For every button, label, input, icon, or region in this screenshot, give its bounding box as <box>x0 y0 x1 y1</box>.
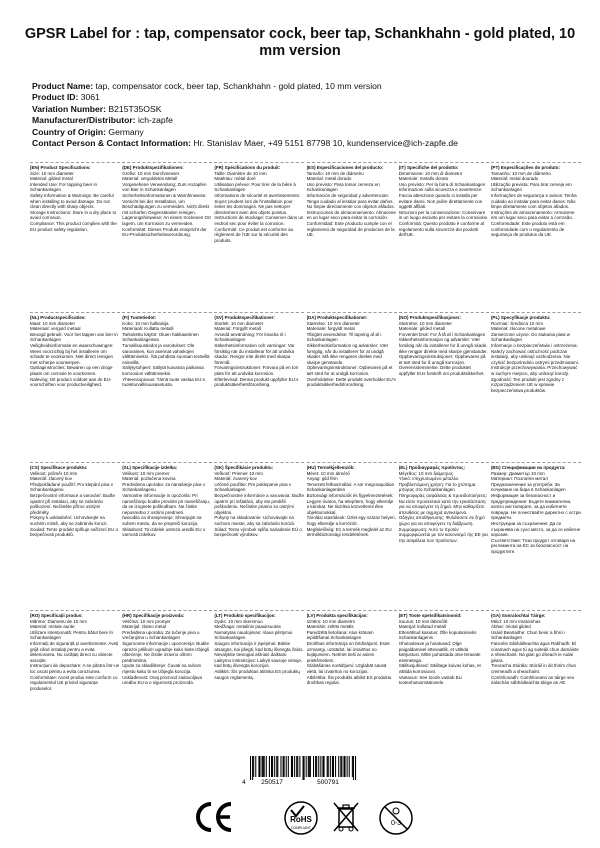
spec-heading: (RO) Specificații produs: <box>30 613 83 618</box>
spec-heading: (HU) Termékjellemzők: <box>306 465 355 470</box>
spec-heading: (HR) Specifikacije proizvoda: <box>122 613 185 618</box>
barcode-bar <box>297 756 298 777</box>
spec-block <box>122 610 212 756</box>
barcode-bar <box>310 756 311 777</box>
info-value: ich-zapfe <box>138 115 173 126</box>
spec-block <box>491 162 581 308</box>
barcode-bar <box>258 756 259 777</box>
spec-block <box>214 610 304 756</box>
spec-text: Dydis: 10 mm skersmuo Medžiaga: metalinis paauksuotas Numatytas naudojimas: Alaus pilstymui Schankanlagen Saugos informacija ir įspėjimai: Būkite atsargūs, kai įdiegti, kad būtų išvengta žalos. Nevalykite tiesiogiai aštriais daiktais. Laikymo instrukcijos: Laikyti sausoje vietoje, kad būtų išvengta korozijos. Atitiktis: Šis produktas atitinka ES produktų saugos reglamentą. <box>214 618 304 680</box>
spec-block <box>399 162 489 308</box>
page-title: GPSR Label for : tap, compensator cock, beer tap, Schankhahn - gold plated, 10 mm version <box>24 26 576 59</box>
barcode-bar <box>316 756 317 777</box>
info-value: 3061 <box>80 92 100 103</box>
barcode-bar <box>355 756 356 780</box>
spec-block <box>122 162 212 308</box>
weee-disposal-icon <box>332 800 360 834</box>
spec-heading: (ET) Toote spetsifikatsioonid: <box>398 613 462 618</box>
info-line <box>32 115 592 126</box>
age-warning-icon <box>378 800 414 836</box>
barcode-bar <box>291 756 292 777</box>
spec-block <box>307 312 397 458</box>
spec-block <box>30 462 120 608</box>
spec-text: Velikost: 10 mm premer Material: pozlačena kovina Predvidena uporaba: za nanašanje piva v Schankanlagenu Varnostne informacije in opozorila: Pri nameščanju bodite previdni pri nameščanju, da se izognete poškodbam. Ne čistite neposredno z ostrimi predmeti. Navodila za shranjevanje: Shranjujte na suhem mestu, da se prepreči korozija. Skladnost: Ta izdelek ustreza uredbi EU o varnosti izdelkov. <box>122 470 210 538</box>
spec-heading: (LT) Produkto specifikacijos: <box>214 613 276 618</box>
info-value: B215T35OSK <box>108 103 162 114</box>
spec-heading: (FR) Spécifications du produit: <box>214 165 281 170</box>
rohs-compliant-icon <box>282 800 320 836</box>
spec-text: Størrelse: 10 mm diameter Materiale: forgyldt metal Tilsigtet anvendelse: Til tapning af øl i Schankanlagen Sikkerhedsinformation og advarsler: Vær forsigtig, når du installerer for at undgå skader. Må ikke rengøres direkte med skarpe genstande. Opbevaringsinstruktioner: Opbevares på et tørt sted for at undgå korrosion. Overholdelse: Dette produkt overholder EU's produktsikkerhedsforordning. <box>306 320 396 388</box>
barcode-bar <box>263 756 264 777</box>
spec-text: Størrelse: 10 mm diameter Materiale: gilded metall Forventet bruk: For å tå øl i Schankanlagen Sikkerhetsinformasjon og advarsler: Vær forsiktig når du installerer for å unngå skade. Ikke rengjør direkte med skarpe gjenstander. Oppbevaringsinstruksjoner: Oppbevares på et tørt sted for å unngå korrosjon. Overensstemmelse: Dette produktet oppfyller EUs forskrift om produktsikkerhet. <box>398 320 488 376</box>
barcode-bar <box>347 756 348 777</box>
spec-text: Größe: 10 mm Durchmesser Material: vergoldetes Metall Vorgesehene Verwendung: Zum Anzapfen von Bier in Schankanlagen Sicherheitsinformationen & Warnhinweise: Vorsicht bei der Installation, um Beschädigungen zu vermeiden. Nicht direkt mit scharfen Gegenständen reinigen. Lagerungshinweise: An einem trockenen Ort lagern, um Korrosion zu vermeiden. Konformität: Dieses Produkt entspricht der EU-Produktsicherheitsverordnung. <box>122 170 211 238</box>
barcode-bar <box>296 756 297 777</box>
barcode-bar <box>340 756 341 777</box>
spec-block <box>30 162 120 308</box>
spec-text: Suurus: 10 mm läbimõõt Materjal: kullatud metall Ettenähtud kasutus: Õlle koputamiseks Schankanlagenis Ohutusteave ja hoiatused: Olge paigaldamisel ettevaatlik, et vältida kahjustusi. Mitte puhastada otse teravate esemetega. Säilitusjuhised: Säilitage kuivas kohas, et vältida korrosiooni. Vastavus: See toode vastab ELi tooteohutusmäärusele. <box>398 618 481 686</box>
barcode-bar <box>277 756 278 777</box>
spec-heading: (LV) Produkta specifikācijas: <box>306 613 368 618</box>
barcode-bar <box>284 756 285 777</box>
spec-block <box>30 312 120 458</box>
spec-text: Koko: 10 mm halkaisija Materiaali: Kullattu metalli Tarkoitettu käyttö: Oluen hakkaaminen Schankanlageissa Turvallisuustiedot ja varoitukset: Ole varovainen, kun asennat vahinkojen välttämiseksi. Älä puhdista suoraan terävillä esineillä. Säilytysohjeet: Säilytä kuivassa paikassa korroosion välttämiseksi. Yhteensopivuus: Tämä tuote vastaa EU:n tuoteturvallisuusasetusta. <box>122 320 210 388</box>
spec-heading: (EN) Product Specifications: <box>30 165 91 170</box>
barcode-bar <box>286 756 287 777</box>
info-line <box>32 92 592 103</box>
ce-mark-icon <box>195 800 235 834</box>
barcode-left: 250517 <box>261 779 283 786</box>
spec-text: Mărime: Diametru de 10 mm Material: metale aurite Utilizare intenționată: Pentru bătut bere în Schankanlagen Informații de siguranță și avertismente: Aveți grijă când instalați pentru a evita deteriorarea. Nu curățați direct cu obiecte ascuțite. Instrucțiuni de depozitare: A se păstra într-un loc uscat pentru a evita coroziunea. Conformitate: Acest produs este conform cu regulamentul UE privind siguranța produselor. <box>30 618 120 691</box>
info-key: Manufacturer/Distributor: <box>32 115 136 126</box>
svg-text:CE: CE <box>195 800 197 801</box>
spec-block <box>399 610 489 756</box>
spec-block <box>399 462 489 608</box>
barcode-bar <box>327 756 328 777</box>
barcode-bar <box>309 756 310 777</box>
barcode-bar <box>255 756 256 777</box>
barcode-bar <box>276 756 277 777</box>
spec-text: Veľkosť: Priemer 10 mm Materiál: zvarený kov Určené použitie: Pre poklepanie piva v Schankanlagen Bezpečnostné informácie a varovania: Buďte opatrní pri inštalácii, aby ste predišli poškodeniu. Nečistite priamo so ostrými objektmi. Pokyny na skladovanie: Uchovávajte na suchom mieste, aby sa zabránilo korózii. Súlad: Tento výrobok spĺňa nariadenie EÚ o bezpečnosti výrobkov. <box>214 470 304 538</box>
barcode-bar <box>353 756 354 780</box>
spec-block <box>399 312 489 458</box>
barcode-bar <box>318 756 319 777</box>
spec-block <box>491 462 581 608</box>
product-info <box>32 81 592 149</box>
spec-text: Méid: 10 mm trastomhas Ábhar: miotal gilded Úsáid Beartaithe: Chun beoir a bhrú i Schankanlagen Faisnéis Sábháilteachta agus Rabhadh: Bí cúramach agus tú ag suiteáil chun damáiste a sheachaint. Ná glan go díreach le rudaí géara. Treoracha Stórála: Stóráil in áit thirim chun creimeadh a sheachaint. Comhlíonadh: Comhlíonann an táirge seo rialachán sábháilteachta táirge an AE. <box>490 618 579 686</box>
barcode-bar <box>352 756 353 777</box>
spec-heading: (DE) Produktspezifikationen: <box>122 165 184 170</box>
barcode-bar <box>283 756 284 777</box>
spec-heading: (DA) Produktspecifikationer: <box>306 315 368 320</box>
info-line <box>32 138 592 149</box>
barcode-bar <box>304 756 305 780</box>
barcode-bar <box>271 756 272 777</box>
barcode-bar <box>322 756 323 777</box>
barcode-bar <box>288 756 289 777</box>
spec-heading: (IT) Specifiche del prodotto: <box>398 165 459 170</box>
spec-block <box>214 162 304 308</box>
barcode-bar <box>315 756 316 777</box>
spec-row <box>30 462 581 608</box>
spec-block <box>122 462 212 608</box>
info-line <box>32 127 592 138</box>
spec-heading: (NL) Productspecificaties: <box>30 315 86 320</box>
barcode-bar <box>343 756 344 777</box>
barcode-lead: 4 <box>242 779 246 786</box>
barcode <box>242 756 360 786</box>
barcode-bar <box>330 756 331 777</box>
barcode-bar <box>308 756 309 777</box>
barcode-bar <box>332 756 333 777</box>
spec-heading: (SK) Špecifikácie produktu: <box>214 465 274 470</box>
info-key: Variation Number: <box>32 103 107 114</box>
barcode-bar <box>333 756 334 777</box>
barcode-bar <box>303 756 304 780</box>
spec-text: Izmērs: 10 mm diametrs Materiāls: zeltīts metāls Paredzētā lietošana: Alus krānam iepildīšanai Schankanlagen Drošības informācija un brīdinājumi: Esiet uzmanīgi, uzstādot, lai izvairītos no bojājumiem. Netīriet tieši ar asiem priekšmetiem. Glabāšanas norādījumi: Uzglabāt sausā vietā, lai izvairītos no korozijas. Atbilstība: Šis produkts atbilst ES produktu drošības regulai. <box>306 618 392 686</box>
barcode-bar <box>341 756 342 777</box>
info-key: Contact Person & Contact Information: <box>32 138 191 149</box>
barcode-bar <box>262 756 263 777</box>
spec-block <box>491 610 581 756</box>
barcode-bar <box>280 756 281 777</box>
spec-block <box>214 312 304 458</box>
barcode-bar <box>253 756 254 777</box>
barcode-bar <box>259 756 260 777</box>
info-key: Product ID: <box>32 92 79 103</box>
spec-block <box>307 462 397 608</box>
spec-heading: (EL) Προδιαγραφές προϊόντος: <box>398 465 466 470</box>
barcode-bar <box>250 756 251 780</box>
barcode-bar <box>294 756 295 777</box>
spec-heading: (SL) Specifikacije izdelka: <box>122 465 178 470</box>
spec-block <box>214 462 304 608</box>
spec-text: Tamaño: 10 mm de diámetro Material: metal dorado Uso previsto: Para tomar cerveza en Schankanlagen Información de seguridad y advertencias: Tenga cuidado al instalar para evitar daños. No limpie directamente con objetos afilados. Instrucciones de almacenamiento: Almacene en un lugar seco para evitar la corrosión. Conformidad: Este producto cumple con el reglamento de seguridad de productos de la UE. <box>306 170 396 238</box>
svg-text:RoHS: RoHS <box>290 815 312 824</box>
spec-heading: (PT) Especificações do produto: <box>490 165 560 170</box>
spec-heading: (NO) Produktspesifikasjoner: <box>398 315 462 320</box>
barcode-bar <box>252 756 253 780</box>
spec-text: Tamanho: 10 mm de diâmetro Material: metal dourado Utilização prevista: Para tirar cerveja em Schankanlagen Informações de segurança e avisos: Tenha cuidado ao instalar para evitar danos. Não limpe diretamente com objetos afiados. Instruções de armazenamento: Armazene em um lugar seco para evitar a corrosão. Conformidade: Este produto está em conformidade com o regulamento de segurança de produtos da UE. <box>490 170 577 238</box>
barcode-bar <box>338 756 339 777</box>
spec-heading: (BG) Спецификации на продукта: <box>490 465 566 470</box>
barcode-bar <box>335 756 336 777</box>
barcode-bar <box>349 756 350 777</box>
barcode-bar <box>306 756 307 777</box>
spec-heading: (ES) Especificaciones del producto: <box>306 165 384 170</box>
spec-text: Veličina: 10 mm promjer Materijal: zlatno metal Predviđena uporaba: Za tučenje piva u vrečanjima u Schankanlagen Sigurnosne informacije i upozorenja: Budite oprezni prilikom ugradnje kako biste izbjegli oštećenje. Ne čistite izravno oštrim predmetima. Upute za skladištenje: Čuvati na suhom mjestu kako bi se izbjegla korozija. Usklađenost: Ovaj proizvod zadovoljava uredbu EU-a o sigurnosti proizvoda. <box>122 618 209 686</box>
barcode-bar <box>292 756 293 777</box>
svg-text:0-3: 0-3 <box>390 820 402 827</box>
spec-text: Velikost: průměr 10 mm Materiál: zlacený kov Předpokládané použití: Pro klepání piva v Schankanlagenu Bezpečnostní informace a varování: Buďte opatrní při instalaci, aby se zabránilo poškození. Nečistěte přímo ostrými předměty. Pokyny k uskladnění: Uchovávejte na suchém místě, aby se zabránilo korozi. Soulad: Tento produkt splňuje nařízení EU o bezpečnosti produktů. <box>30 470 118 538</box>
info-value: Germany <box>108 126 144 137</box>
info-key: Product Name: <box>32 81 94 91</box>
spec-heading: (CS) Specifikace produktu: <box>30 465 88 470</box>
info-line <box>32 81 592 92</box>
spec-heading: (PL) Specyfikacje produktu: <box>490 315 551 320</box>
spec-row <box>30 162 581 308</box>
svg-text:COMPLIANT: COMPLIANT <box>291 826 311 830</box>
spec-row <box>30 312 581 458</box>
spec-text: Size: 10 mm diameter Material: gilded metal Intended Use: For tapping beer in Schankanlagen Safety Information & Warnings: Be careful when installing to avoid damage. Do not clean directly with sharp objects. Storage Instructions: Store in a dry place to avoid corrosion. Compliance: This product complies with the EU product safety regulation. <box>30 170 117 232</box>
barcode-bar <box>345 756 346 777</box>
barcode-bar <box>264 756 265 777</box>
spec-text: Rozmiar: Średnica 10 mm Materiał: złocone metalowe Zamierzone użycie: Do stukania piwa w Schankanlagen Informacje o bezpieczeństwie i ostrzeżenia: Należy zachować ostrożność podczas instalacji, aby uniknąć uszkodzenia. Nie czyścić bezpośrednio ostrymi przedmiotami. Instrukcje przechowywania: Przechowywać w suchym miejscu, aby uniknąć korozji. Zgodność: Ten produkt jest zgodny z rozporządzeniem UE w sprawie bezpieczeństwa produktów. <box>490 320 579 393</box>
spec-block <box>122 312 212 458</box>
info-value: tap, compensator cock, beer tap, Schankhahn - gold plated, 10 mm version <box>95 81 382 91</box>
spec-text: Méret: 10 mm átmérő Anyag: gild fém Tervezett felhasználás: A sör megcsapolása Schankanlagenben Biztonsági információk és figyelmeztetések: Legyen óvatos, ha telepítem, hogy elkerülje a károkat. Ne tisztítsa közvetlenül éles objektumokkal. Tárolási utasítások: Üzlet egy száraz helyen, hogy elkerülje a korróziót. Megfelelőség: Ez a termék megfelel az EU termékbiztonsági rendeletének. <box>306 470 396 538</box>
spec-block <box>491 312 581 458</box>
spec-heading: (SV) Produktspecifikationer: <box>214 315 275 320</box>
barcode-bar <box>274 756 275 777</box>
spec-block <box>30 610 120 756</box>
barcode-right: 500791 <box>317 779 339 786</box>
barcode-bar <box>266 756 267 777</box>
spec-text: Размер: Диаметър 10 mm Материал: Позлатен метал Предназначение за употреба: За почукване на бира в Schankanlagen Информация за безопасност и предупреждения: Бъдете внимателни, когато инсталирате, за да избегнете повреда. Не почиствайте директно с остри предмети. Инструкции за съхранение: Да се съхранява на сухо място, за да се избегне корозия. Съответствие: Този продукт отговаря на регламента на ЕС за безопасност на продуктите. <box>490 470 581 554</box>
spec-text: Taille: Diamètre de 10 mm Matériau: métal doré Utilisation prévue: Pour tirer de la bière à Schankanlagen Informations de sécurité et avertissements: Soyez prudent lors de l'installation pour éviter les dommages. Ne pas nettoyer directement avec des objets pointus. Instructions de stockage: Conserver dans un endroit sec pour éviter la corrosion. Conformité: Ce produit est conforme au règlement de l'UE sur la sécurité des produits. <box>214 170 304 243</box>
spec-block <box>307 610 397 756</box>
barcode-bar <box>299 756 300 777</box>
info-key: Country of Origin: <box>32 126 106 137</box>
barcode-bar <box>313 756 314 777</box>
barcode-bar <box>272 756 273 777</box>
barcode-bar <box>269 756 270 777</box>
spec-row <box>30 610 581 756</box>
spec-heading: (GA) Sonraíochtaí Táirge: <box>490 613 546 618</box>
barcode-bar <box>324 756 325 777</box>
spec-text: Dimensione: 10 mm di diametro Materiale: metallo dorato Uso previsto: Per la birra di Schankanlagen Informazioni sulla sicurezza e avvertenze: Faccia attenzione quando si installa per evitare danni. Non pulire direttamente con oggetti affilati. Istruzioni per la conservazione: Conservare in un luogo asciutto per evitare la corrosione. Conformità: Questo prodotto è conforme al regolamento sulla sicurezza dei prodotti dell'UE. <box>398 170 489 238</box>
spec-heading: (FI) Tuotetiedot: <box>122 315 157 320</box>
spec-block <box>307 162 397 308</box>
info-line <box>32 104 592 115</box>
spec-text: Μέγεθος: 10 mm διάμετρος Υλικό: επιχρυσωμένο μέταλλο Προβλεπόμενη χρήση: Για το χτύπημα μπύρας στο Schankanlagen Πληροφορίες ασφάλειας & προειδοποιήσεις: Να είστε προσεκτικοί κατά την εγκατάσταση για να αποφύγετε τη ζημιά. Μην καθαρίζετε απευθείας με αιχμηρά αντικείμενα. Οδηγίες αποθήκευσης: Φυλάσσετε σε ξηρό χώρο για να αποφύγετε τη διάβρωση. Συμμόρφωση: Αυτό το προϊόν συμμορφώνεται με τον κανονισμό της ΕΕ για την ασφάλεια των προϊόντων. <box>398 470 488 543</box>
barcode-bar <box>320 756 321 777</box>
spec-text: Storlek: 10 mm diameter Material: Förgyllt metall Avsedd användning: För knacka öl i Schankanlagen Säkerhetsinformation och varningar: Var försiktig när du installerar för att undvika skador. Rengör inte direkt med skarpa föremål. Förvaringsinstruktioner: Förvara på en torr plats för att undvika korrosion. Efterlevnad: Denna produkt uppfyller EU:s produktsäkerhetsförordning. <box>214 320 299 388</box>
info-value: Hr. Stanislav Maer, +49 5151 87798 10, kundenservice@ich-zapfe.de <box>193 138 458 149</box>
barcode-bar <box>328 756 329 777</box>
spec-text: Maat: 10 mm diameter Materiaal: verguld metaal Beoogd gebruik: Voor het tappen van bier in Schankanlagen Veiligheidsinformatie en waarschuwingen: Wees voorzichtig bij het installeren om schade te voorkomen. Niet direct reinigen met scherpe voorwerpen. Opslaginstructies: Bewaren op een droge plaats om corrosie te voorkomen. Naleving: Dit product voldoet aan de EU-voorschriften voor productveiligheid. <box>30 320 118 388</box>
